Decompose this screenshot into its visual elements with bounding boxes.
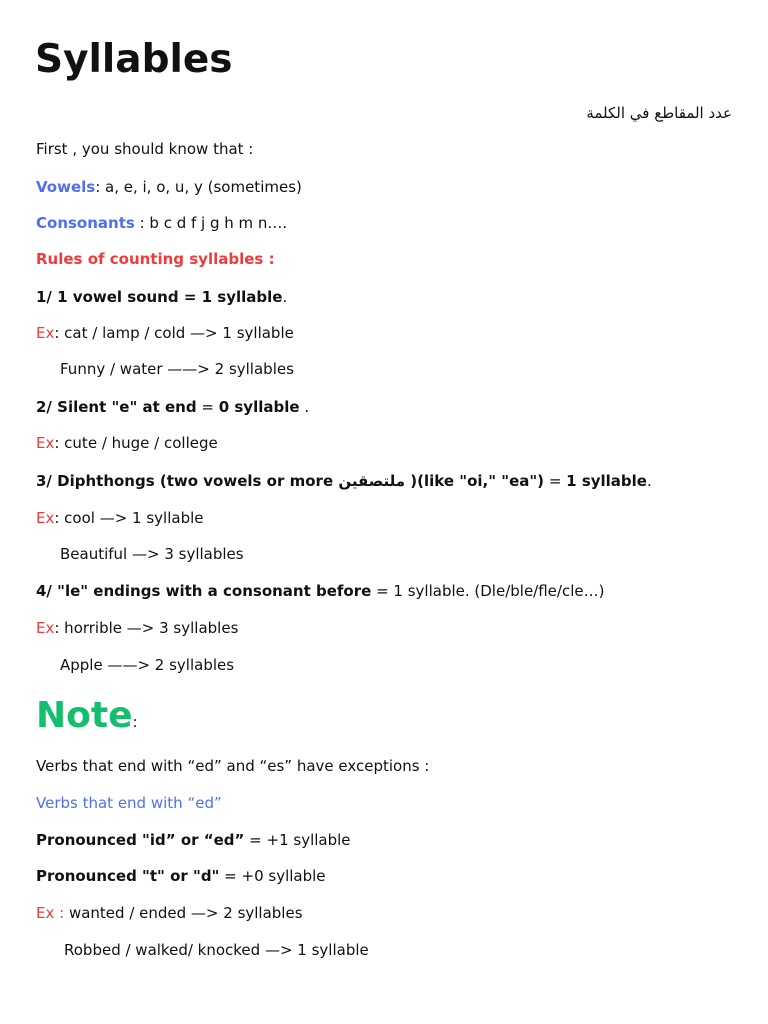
rule-2-equals: = (196, 398, 219, 416)
arabic-subtitle: عدد المقاطع في الكلمة (586, 104, 732, 122)
rule-2-text-a: 2/ Silent "e" at end (36, 398, 197, 416)
rule-3-example (36, 508, 204, 528)
page-title: Syllables (35, 37, 233, 82)
pronounced-t-text: Pronounced "t" or "d" (36, 867, 220, 885)
note-word: Note (36, 695, 133, 736)
rule-1-tail: . (282, 288, 288, 306)
rule-4 (36, 581, 604, 601)
pronounced-id-tail: = +1 syllable (244, 831, 351, 849)
rule-3 (36, 471, 652, 491)
consonants-label: Consonants (36, 214, 135, 232)
ed-example (36, 903, 303, 923)
example-label: Ex (36, 619, 55, 637)
example-text: : cute / huge / college (54, 434, 218, 452)
rule-3-text-b: 1 syllable (566, 472, 647, 490)
example-label: Ex (36, 434, 55, 452)
rule-4-text: 4/ "le" endings with a consonant before (36, 582, 372, 600)
rule-4-example-2: Apple ——> 2 syllables (60, 656, 235, 674)
pronounced-id-line (36, 830, 351, 850)
vowels-text: : a, e, i, o, u, y (sometimes) (95, 178, 302, 196)
rule-3-text-a: 3/ Diphthongs (two vowels or more ملتصقين )(like "oi," "ea") (36, 472, 545, 490)
rule-1 (36, 287, 287, 307)
rules-heading: Rules of counting syllables : (36, 250, 275, 268)
example-text: : cool —> 1 syllable (54, 509, 204, 527)
rule-1-text: 1/ 1 vowel sound = 1 syllable (36, 288, 283, 306)
rule-3-example-2: Beautiful —> 3 syllables (60, 545, 244, 563)
example-text: : horrible —> 3 syllables (54, 619, 239, 637)
note-colon: : (132, 713, 138, 731)
rule-4-example (36, 618, 238, 638)
rule-2-example (36, 433, 218, 453)
rule-4-tail: = 1 syllable. (Dle/ble/fle/cle…) (371, 582, 605, 600)
rule-2 (36, 397, 309, 417)
ed-heading: Verbs that end with “ed” (36, 794, 222, 812)
rule-2-tail: . (299, 398, 310, 416)
pronounced-t-tail: = +0 syllable (219, 867, 326, 885)
intro-line: First , you should know that : (36, 140, 254, 158)
rule-1-example (36, 323, 294, 343)
rule-2-text-b: 0 syllable (218, 398, 300, 416)
example-label: Ex (36, 509, 55, 527)
rule-1-example-2: Funny / water ——> 2 syllables (60, 360, 294, 378)
pronounced-t-line (36, 866, 326, 886)
example-text: wanted / ended —> 2 syllables (64, 904, 303, 922)
example-label: Ex (36, 324, 55, 342)
pronounced-id-text: Pronounced "id” or “ed” (36, 831, 245, 849)
note-text: Verbs that end with “ed” and “es” have exceptions : (36, 757, 430, 775)
note-heading (36, 694, 138, 744)
vowels-line (36, 177, 302, 197)
consonants-line (36, 213, 287, 233)
vowels-label: Vowels (36, 178, 96, 196)
example-label: Ex : (36, 904, 65, 922)
rule-3-tail: . (646, 472, 652, 490)
consonants-text: : b c d f j g h m n…. (134, 214, 288, 232)
ed-example-2: Robbed / walked/ knocked —> 1 syllable (64, 941, 369, 959)
rule-3-equals: = (544, 472, 567, 490)
example-text: : cat / lamp / cold —> 1 syllable (54, 324, 294, 342)
